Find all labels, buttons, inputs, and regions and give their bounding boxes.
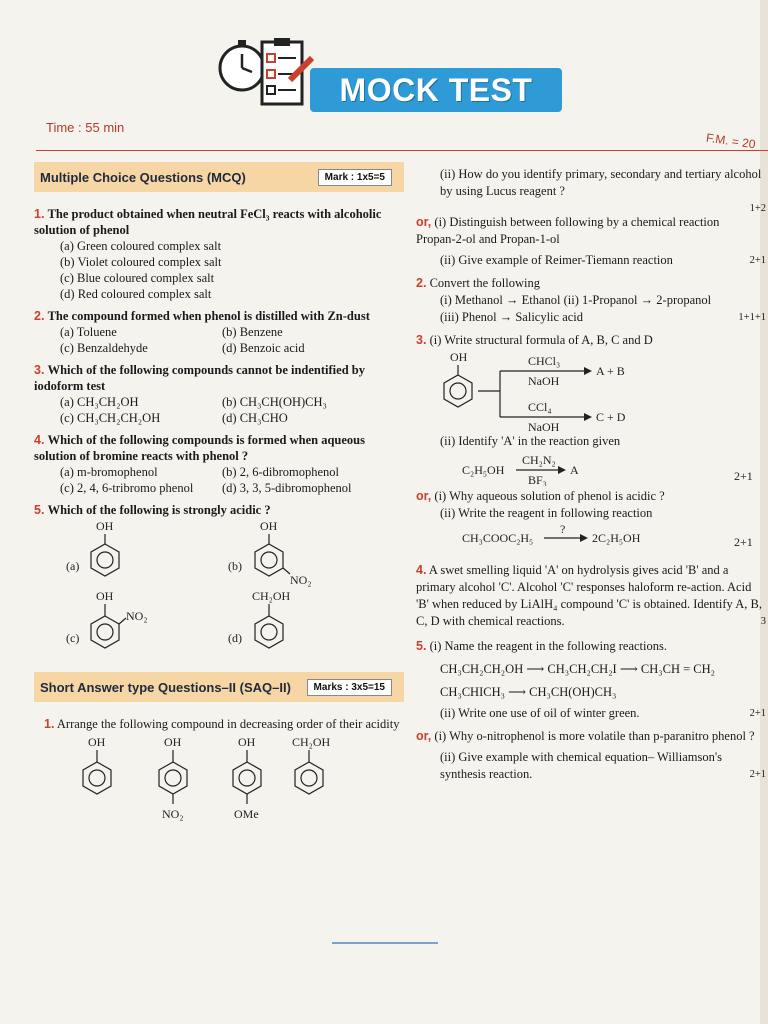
option: (d) CH₃CHO	[222, 411, 288, 425]
group-label: NO₂	[162, 807, 184, 821]
reagent: NaOH	[528, 420, 560, 433]
reagent: BF₃	[528, 473, 547, 486]
question-text: (i) Why o-nitrophenol is more volatile than p-paranitro phenol ?	[434, 729, 755, 743]
option: (a) m-bromophenol	[60, 465, 158, 479]
or-block-1: or, (i) Distinguish between following by a chemical reaction Propan-2-ol and Propan-1-ol	[416, 215, 720, 246]
reagent: CCl₄	[528, 400, 552, 414]
group-label: CH₂OH	[292, 735, 331, 749]
question-text: Which of the following compounds is formed when aqueous solution of bromine reacts with phenol ?	[34, 433, 365, 463]
option: (a) Green coloured complex salt	[60, 239, 222, 253]
reagent: CHCl₃	[528, 354, 561, 368]
mcq-question-1: 1. The product obtained when neutral FeCl₃ reacts with alcoholic solution of phenol	[34, 207, 382, 237]
question-text: (i) Distinguish between following by a chemical reaction Propan-2-ol and Propan-1-ol	[416, 215, 720, 246]
product: 2C₂H₅OH	[592, 531, 641, 545]
option: (a) Toluene	[60, 325, 117, 339]
header-divider	[36, 150, 768, 151]
time-label: Time : 55 min	[46, 120, 125, 135]
question-text: The product obtained when neutral FeCl₃ reacts with alcoholic solution of phenol	[34, 207, 382, 237]
aromatic-circle	[301, 770, 317, 786]
benzene-ring	[255, 616, 283, 648]
marks-label: 2+1	[734, 469, 753, 483]
aromatic-circle	[97, 552, 113, 568]
marks-label: 2+1	[749, 708, 766, 719]
phenol-reaction-scheme	[416, 349, 766, 433]
mcq-question-4: 4. Which of the following compounds is formed when aqueous solution of bromine reacts with phenol ?	[34, 433, 365, 463]
mcq-question-3: 3. Which of the following compounds cannot be indentified by iodoform test	[34, 363, 365, 393]
equation: CH₃CHICH₃ ⟶ CH₃CH(OH)CH₃	[440, 685, 617, 699]
option: (c) CH₃CH₂CH₂OH	[60, 411, 161, 425]
arrow-head	[580, 534, 588, 542]
equation: CH₃CH₂CH₂OH ⟶ CH₃CH₂CH₂I ⟶ CH₃CH = CH₂	[440, 662, 715, 676]
saq-question-1: 1. Arrange the following compound in decreasing order of their acidity	[44, 717, 400, 731]
question-text: Which of the following compounds cannot be indentified by iodoform test	[34, 363, 365, 393]
option-label: (c)	[66, 631, 80, 645]
aromatic-circle	[97, 624, 113, 640]
question-text: (ii) How do you identify primary, secondary and tertiary alcohol by using Lucus reagent ?	[440, 167, 762, 198]
left-column	[34, 162, 404, 832]
group-label: OH	[238, 735, 256, 749]
saq-heading: Short Answer type Questions–II (SAQ–II)	[40, 679, 291, 695]
option: (c) Blue coloured complex salt	[60, 271, 215, 285]
mock-test-banner	[212, 20, 592, 120]
product: A + B	[596, 364, 625, 378]
mcq-marks-badge: Mark : 1x5=5	[318, 169, 392, 186]
option: (a) CH₃CH₂OH	[60, 395, 139, 409]
arrow-head	[584, 367, 592, 375]
question-text: (ii) Give example with chemical equation– Williamson's synthesis reaction.	[440, 750, 723, 781]
aromatic-circle	[261, 552, 277, 568]
benzene-ring	[159, 762, 187, 794]
option: (c) 2, 4, 6-tribromo phenol	[60, 481, 194, 495]
option: (d) Red coloured complex salt	[60, 287, 212, 301]
option: (b) CH₃CH(OH)CH₃	[222, 395, 327, 409]
full-marks-label: F.M. = 20	[705, 130, 757, 152]
question-text: Arrange the following compound in decreasing order of their acidity	[56, 717, 400, 731]
q5-structures	[34, 518, 404, 662]
saq-q1-structures	[34, 732, 404, 832]
benzene-ring	[83, 762, 111, 794]
marks-label: 1+2	[749, 203, 766, 214]
group-label: NO₂	[126, 609, 148, 623]
option: (d) Benzoic acid	[222, 341, 305, 355]
reagent: ?	[560, 522, 566, 536]
group-label: OH	[450, 350, 468, 364]
aromatic-circle	[165, 770, 181, 786]
option-label: (d)	[228, 631, 242, 645]
question-text: Convert the following	[429, 276, 540, 290]
marks-label: 2+1	[749, 255, 766, 266]
question-text: (i) Why aqueous solution of phenol is acidic ?	[434, 489, 665, 503]
mcq-question-5: 5. Which of the following is strongly acidic ?	[34, 503, 271, 517]
option: (c) Benzaldehyde	[60, 341, 148, 355]
reactant: CH₃COOC₂H₅	[462, 531, 534, 545]
marks-label: 2+1	[734, 535, 753, 549]
checklist-stopwatch-icon	[212, 20, 322, 120]
saq-section-header	[34, 672, 404, 702]
option: (d) 3, 3, 5-dibromophenol	[222, 481, 352, 495]
bond	[283, 568, 290, 574]
page-title: MOCK TEST	[310, 68, 562, 112]
question-text: (iii) Phenol → Salicylic acid	[440, 310, 584, 324]
footer-divider	[332, 942, 438, 944]
benzene-ring	[444, 375, 472, 407]
marks-label: 3	[760, 616, 766, 627]
option-label: (b)	[228, 559, 242, 573]
aromatic-circle	[450, 383, 466, 399]
group-label: OH	[260, 519, 278, 533]
product: A	[570, 463, 579, 477]
reagent: NaOH	[528, 374, 560, 388]
question-text: (ii) Give example of Reimer-Tiemann reaction	[440, 253, 673, 267]
option: (b) Benzene	[222, 325, 283, 339]
question-text: The compound formed when phenol is distilled with Zn-dust	[47, 309, 370, 323]
group-label: OH	[96, 519, 114, 533]
question-text: (ii) Identify 'A' in the reaction given	[440, 434, 621, 448]
option-grid	[34, 394, 404, 426]
question-text: Which of the following is strongly acidic ?	[47, 503, 271, 517]
mcq-heading: Multiple Choice Questions (MCQ)	[40, 169, 246, 185]
benzene-ring	[255, 544, 283, 576]
group-label: OMe	[234, 807, 259, 821]
aromatic-circle	[89, 770, 105, 786]
group-label: OH	[88, 735, 106, 749]
reactant: C₂H₅OH	[462, 463, 505, 477]
marks-label: 2+1	[749, 769, 766, 780]
question-text: (ii) Write the reagent in following reaction	[440, 506, 653, 520]
benzene-ring	[295, 762, 323, 794]
mcq-question-2: 2. The compound formed when phenol is distilled with Zn-dust	[34, 309, 370, 323]
question-text: (ii) Write one use of oil of winter green.	[440, 706, 640, 720]
arrow-head	[558, 466, 566, 474]
aromatic-circle	[239, 770, 255, 786]
question-text: A swet smelling liquid 'A' on hydrolysis gives acid 'B' and a primary alcohol 'C'. Alcohol 'C' responses haloform re-action. Acid 'B' when reduced by LiAlH₄ compound 'C' is obtained. Identify A, B, C, D with chemical reactions.	[416, 563, 762, 628]
reagent: CH₂N₂	[522, 453, 556, 467]
bond	[119, 618, 126, 624]
benzene-ring	[233, 762, 261, 794]
right-column: (ii) How do you identify primary, secondary and tertiary alcohol by using Lucus reagent ? 1+2 or, (i) Distinguish between following by a chemical reaction Propan-2-ol and Propan-1-ol (ii) Give example of Reimer-Tiemann reaction 2+1 2. Convert the following (i) Methanol → Ethanol (ii) 1-Propanol → 2-propanol (iii) Phenol → Salicylic acid 1+1+1 3. (i) Write structural formula of A, B, C and D OH CHCl₃ NaOH A + B CCl₄ NaOH C + D (ii) Identify 'A' in the reaction given C₂H₅OH CH₂N₂ BF₃ A 2+1 or, (i) Why aqueous solution of phenol is acidic ? (ii) Write the reagent in following reaction CH₃COOC₂H₅ ? 2C₂H₅OH 2+1 4. A swet smelling liquid 'A' on hydrolysis gives acid 'B' and a primary alcohol 'C'. Alcohol 'C' responses haloform re-action. Acid 'B' when reduced by LiAlH₄ compound 'C' is obtained. Identify A, B, C, D with chemical reactions. 3 5. (i) Name the reagent in the following reactions. CH₃CH₂CH₂OH ⟶ CH₃CH₂CH₂I ⟶ CH₃CH = CH₂ CH₃CHICH₃ ⟶ CH₃CH(OH)CH₃ (ii) Write one use of oil of winter green. 2+1 or, (i) Why o-nitrophenol is more volatile than p-paranitro phenol ? (ii) Give example with chemical equation– Williamson's synthesis reaction. 2+1	[416, 167, 766, 781]
ethanol-reaction	[416, 450, 766, 486]
question-text: (i) Name the reagent in the following reactions.	[429, 639, 667, 653]
saq-marks-badge: Marks : 3x5=15	[307, 679, 392, 696]
option-grid	[34, 324, 404, 356]
marks-label: 1+1+1	[738, 312, 766, 323]
group-label: NO₂	[290, 573, 312, 587]
mcq-section-header	[34, 162, 404, 192]
option-label: (a)	[66, 559, 80, 573]
question-text: (i) Write structural formula of A, B, C and D	[429, 333, 653, 347]
aromatic-circle	[261, 624, 277, 640]
option-grid	[34, 464, 404, 496]
group-label: CH₂OH	[252, 589, 291, 603]
arrow-head	[584, 413, 592, 421]
ester-reaction	[416, 522, 766, 552]
benzene-ring	[91, 616, 119, 648]
product: C + D	[596, 410, 626, 424]
group-label: OH	[96, 589, 114, 603]
option: (b) Violet coloured complex salt	[60, 255, 222, 269]
question-text: (i) Methanol → Ethanol (ii) 1-Propanol → 2-propanol	[440, 293, 712, 307]
group-label: OH	[164, 735, 182, 749]
benzene-ring	[91, 544, 119, 576]
option: (b) 2, 6-dibromophenol	[222, 465, 339, 479]
